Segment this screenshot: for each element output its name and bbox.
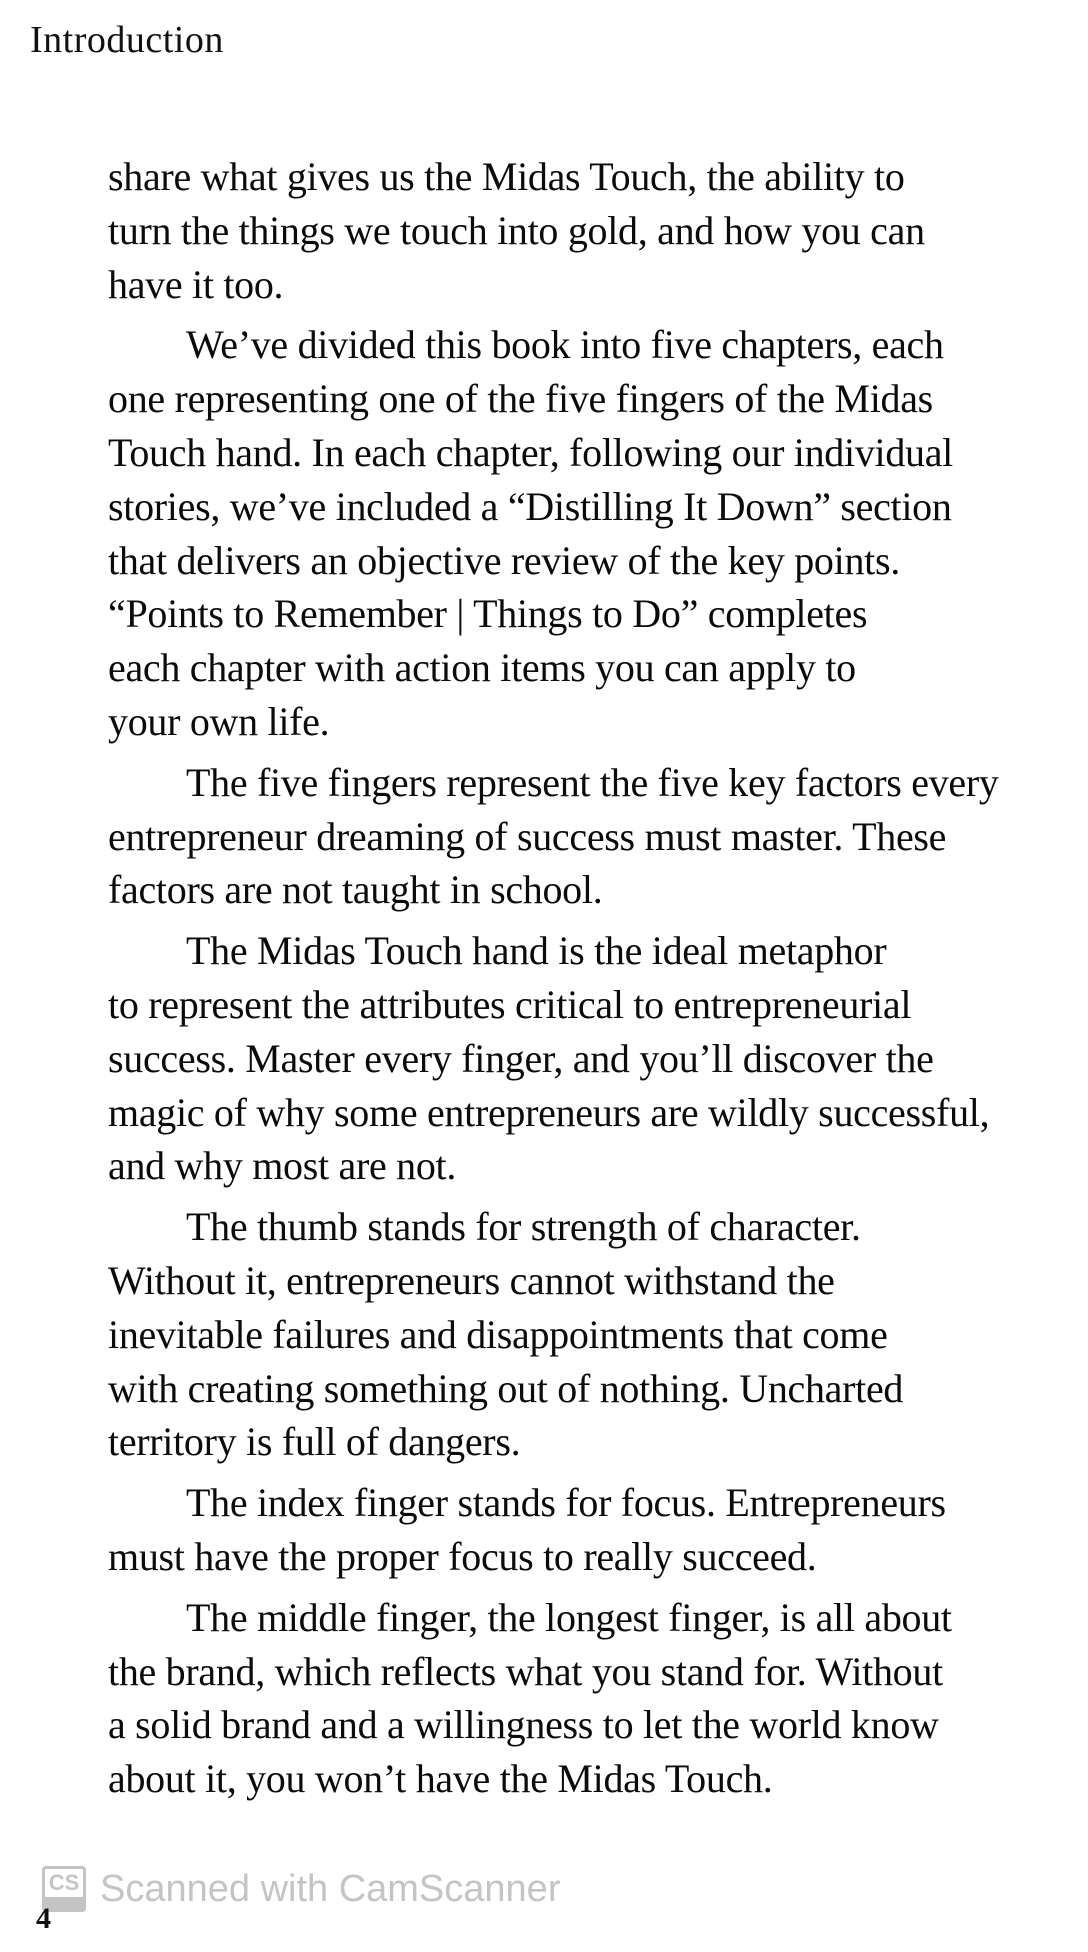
body-text xyxy=(108,150,1068,1806)
text-line: share what gives us the Midas Touch, the ability to xyxy=(108,154,905,199)
camscanner-logo-icon: CS xyxy=(42,1866,86,1912)
text-line: a solid brand and a willingness to let the world know xyxy=(108,1702,939,1748)
text-line: The Midas Touch hand is the ideal metaphor xyxy=(186,928,887,974)
text-line: “Points to Remember | Things to Do” completes xyxy=(108,591,868,637)
text-line: stories, we’ve included a “Distilling It Down” section xyxy=(108,483,952,529)
text-line: factors are not taught in school. xyxy=(108,867,603,913)
text-line: The five fingers represent the five key factors every xyxy=(186,759,999,805)
paragraph xyxy=(108,1591,1068,1806)
text-line: We’ve divided this book into five chapters, each xyxy=(186,322,944,368)
text-line: Touch hand. In each chapter, following our individual xyxy=(108,429,953,475)
page-number: 4 xyxy=(36,1902,51,1935)
text-line: success. Master every finger, and you’ll discover the xyxy=(108,1035,934,1081)
text-line: Without it, entrepreneurs cannot withstand the xyxy=(108,1257,835,1303)
text-line: turn the things we touch into gold, and how you can xyxy=(108,207,925,253)
text-line: entrepreneur dreaming of success must master. These xyxy=(108,813,947,859)
text-line: inevitable failures and disappointments that come xyxy=(108,1311,888,1357)
text-line: each chapter with action items you can apply to xyxy=(108,645,856,691)
text-line: magic of why some entrepreneurs are wildly successful, xyxy=(108,1089,990,1135)
running-head: Introduction xyxy=(30,19,224,61)
paragraph xyxy=(108,318,1068,748)
text-line: have it too. xyxy=(108,261,284,307)
text-line: one representing one of the five fingers of the Midas xyxy=(108,376,933,422)
watermark-text: Scanned with CamScanner xyxy=(100,1867,561,1910)
text-line: with creating something out of nothing. Uncharted xyxy=(108,1365,904,1411)
text-line: The index finger stands for focus. Entrepreneurs xyxy=(186,1480,946,1526)
paragraph xyxy=(108,924,1068,1193)
paragraph xyxy=(108,1200,1068,1469)
camscanner-watermark xyxy=(42,1866,560,1912)
text-line: the brand, which reflects what you stand for. Without xyxy=(108,1648,943,1694)
text-line: your own life. xyxy=(108,698,330,744)
text-line: to represent the attributes critical to entrepreneurial xyxy=(108,981,912,1027)
text-line: must have the proper focus to really succeed. xyxy=(108,1533,817,1579)
paragraph xyxy=(108,756,1068,917)
text-line: The thumb stands for strength of character. xyxy=(186,1204,861,1250)
paragraph xyxy=(108,150,1068,311)
text-line: The middle finger, the longest finger, is all about xyxy=(186,1594,952,1640)
text-line: about it, you won’t have the Midas Touch. xyxy=(108,1756,773,1802)
paragraph xyxy=(108,1476,1068,1584)
text-line: territory is full of dangers. xyxy=(108,1419,521,1465)
text-line: and why most are not. xyxy=(108,1143,457,1189)
text-line: that delivers an objective review of the key points. xyxy=(108,537,900,583)
